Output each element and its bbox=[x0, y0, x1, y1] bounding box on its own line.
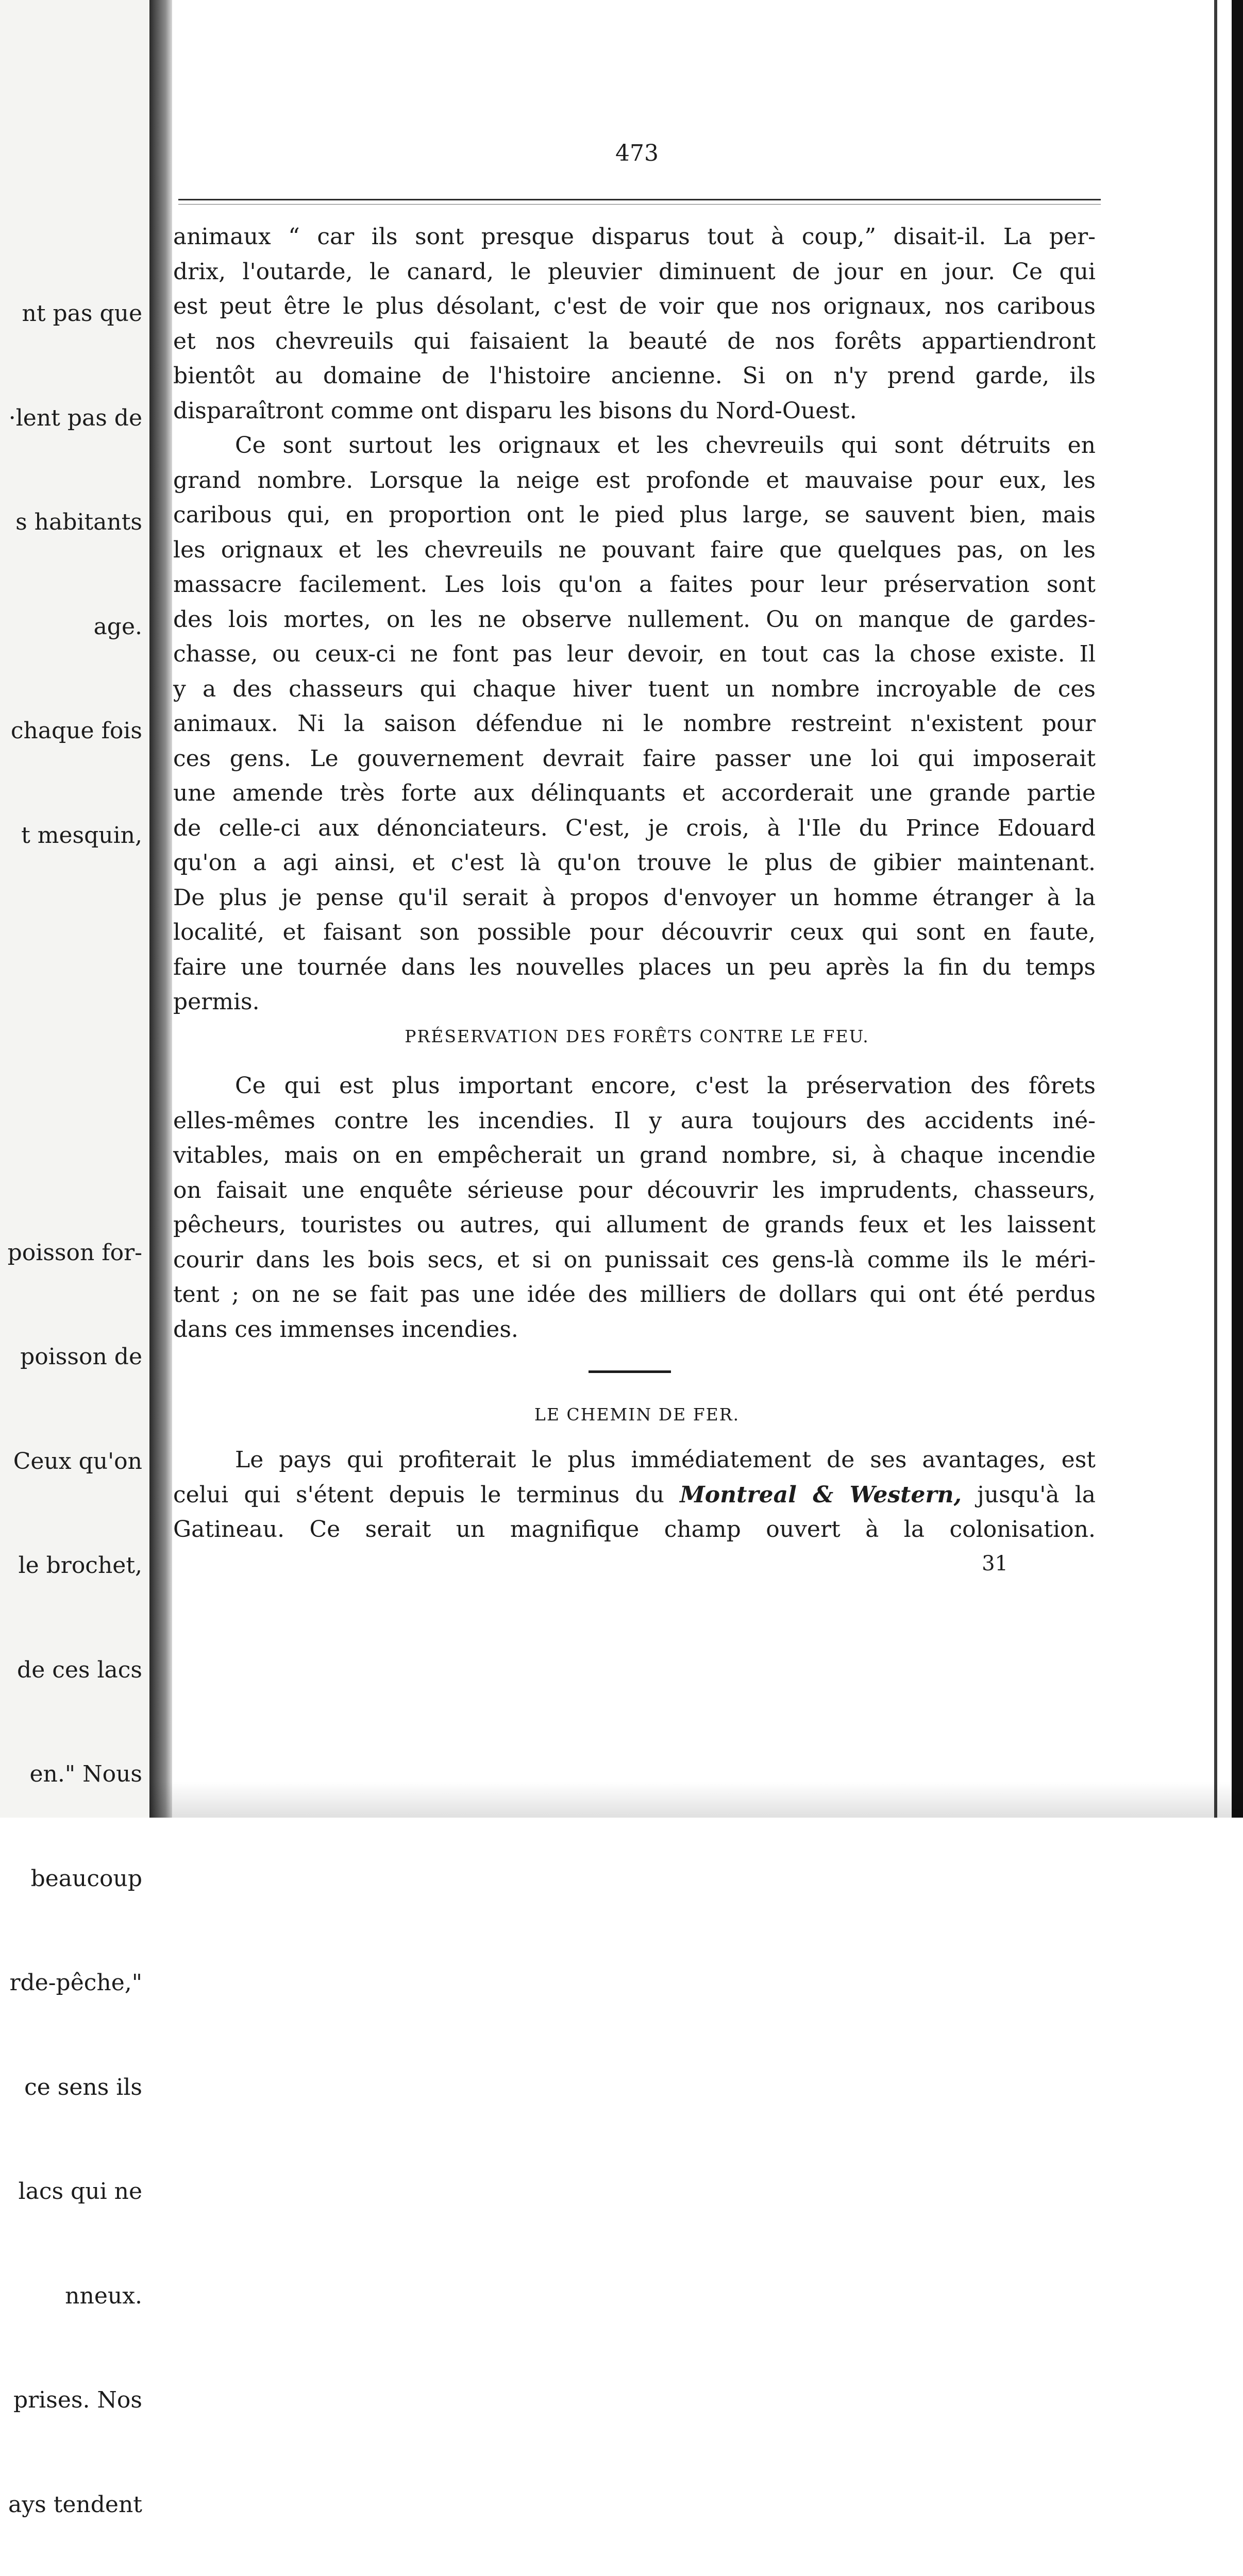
section-heading-railway: LE CHEMIN DE FER. bbox=[534, 1404, 740, 1425]
text-line: tent ; on ne se fait pas une idée des milliers de dollars qui ont été perdus bbox=[173, 1281, 1096, 1308]
fragment-line: ce sens ils bbox=[24, 2074, 142, 2100]
header-rule bbox=[178, 199, 1101, 200]
text-line: animaux “ car ils sont presque disparus tout à coup,” disait-il. La per- bbox=[173, 224, 1096, 250]
frame-edge-inner bbox=[1214, 0, 1217, 1818]
text-line: chasse, ou ceux-ci ne font pas leur devoir, en tout cas la chose existe. Il bbox=[173, 641, 1096, 667]
signature-mark: 31 bbox=[982, 1552, 1008, 1575]
facing-page-text-fragments bbox=[7, 227, 142, 2576]
section-separator bbox=[589, 1370, 671, 1373]
fragment-line bbox=[7, 922, 142, 957]
fragment-line: beaucoup bbox=[30, 1865, 142, 1892]
text-segment: jusqu'à la bbox=[977, 1481, 1096, 1508]
text-line: animaux. Ni la saison défendue ni le nombre restreint n'existent pour bbox=[173, 710, 1096, 737]
text-line: et nos chevreuils qui faisaient la beauté de nos forêts appartiendront bbox=[173, 328, 1096, 354]
fragment-line: t mesquin, bbox=[21, 822, 142, 849]
railway-name: Montreal & Western, bbox=[680, 1481, 962, 1508]
text-line: caribous qui, en proportion ont le pied plus large, se sauvent bien, mais bbox=[173, 502, 1096, 528]
text-line: de celle-ci aux dénonciateurs. C'est, je crois, à l'Ile du Prince Edouard bbox=[173, 815, 1096, 841]
fragment-line bbox=[7, 1027, 142, 1062]
fragment-line: s habitants bbox=[15, 509, 142, 535]
fragment-line: Ceux qu'on bbox=[13, 1448, 142, 1475]
text-line: disparaîtront comme ont disparu les bisons du Nord-Ouest. bbox=[173, 397, 857, 424]
fragment-line: rde-pêche," bbox=[9, 1970, 142, 1996]
section-heading-forests: PRÉSERVATION DES FORÊTS CONTRE LE FEU. bbox=[405, 1026, 869, 1046]
paragraph-3 bbox=[173, 1069, 1096, 1347]
fragment-line bbox=[7, 1131, 142, 1166]
fragment-line: chaque fois bbox=[10, 718, 142, 744]
text-line: courir dans les bois secs, et si on punissait ces gens-là comme ils le méri- bbox=[173, 1246, 1096, 1273]
fragment-line: poisson for- bbox=[7, 1239, 142, 1266]
text-line: est peut être le plus désolant, c'est de voir que nos orignaux, nos caribous bbox=[173, 293, 1096, 319]
text-line: pêcheurs, touristes ou autres, qui allument de grands feux et les laissent bbox=[173, 1212, 1096, 1238]
text-line: permis. bbox=[173, 989, 260, 1015]
text-line: localité, et faisant son possible pour découvrir ceux qui sont en faute, bbox=[173, 919, 1096, 945]
fragment-line: poisson de bbox=[20, 1344, 142, 1370]
text-line: grand nombre. Lorsque la neige est profonde et mauvaise pour eux, les bbox=[173, 467, 1096, 494]
fragment-line: nt pas que bbox=[22, 300, 142, 327]
frame-edge bbox=[1232, 0, 1243, 1818]
text-line: qu'on a agi ainsi, et c'est là qu'on trouve le plus de gibier maintenant. bbox=[173, 850, 1096, 876]
text-line: faire une tournée dans les nouvelles places un peu après la fin du temps bbox=[173, 954, 1096, 980]
text-line: on faisait une enquête sérieuse pour découvrir les imprudents, chasseurs, bbox=[173, 1177, 1096, 1204]
book-gutter bbox=[149, 0, 172, 1818]
fragment-line: de ces lacs bbox=[17, 1656, 142, 1683]
fragment-line: ·lent pas de bbox=[8, 404, 142, 431]
paragraph-1 bbox=[173, 219, 1096, 428]
text-line: Le pays qui profiterait le plus immédiatement de ses avantages, est bbox=[235, 1447, 1096, 1473]
text-line: drix, l'outarde, le canard, le pleuvier diminuent de jour en jour. Ce qui bbox=[173, 258, 1096, 285]
text-line: y a des chasseurs qui chaque hiver tuent un nombre incroyable de ces bbox=[173, 675, 1096, 702]
fragment-line: lacs qui ne bbox=[18, 2178, 142, 2205]
facing-page-margin bbox=[0, 0, 155, 2518]
fragment-line: ays tendent bbox=[8, 2491, 142, 2518]
text-line: les orignaux et les chevreuils ne pouvant faire que quelques pas, on les bbox=[173, 536, 1096, 563]
paragraph-4 bbox=[173, 1443, 1096, 1547]
fragment-line: en." Nous bbox=[29, 1761, 142, 1787]
text-line: des lois mortes, on les ne observe nullement. Ou on manque de gardes- bbox=[173, 606, 1096, 633]
text-line: bientôt au domaine de l'histoire ancienne. Si on n'y prend garde, ils bbox=[173, 363, 1096, 389]
page-number: 473 bbox=[615, 140, 659, 166]
fragment-line: prises. Nos bbox=[13, 2387, 142, 2413]
text-line: ces gens. Le gouvernement devrait faire passer une loi qui imposerait bbox=[173, 745, 1096, 772]
text-line: Ce qui est plus important encore, c'est la préservation des fôrets bbox=[235, 1073, 1096, 1099]
text-line: une amende très forte aux délinquants et accorderait une grande partie bbox=[173, 780, 1096, 806]
fragment-line: nneux. bbox=[65, 2282, 142, 2309]
text-line: De plus je pense qu'il serait à propos d'envoyer un homme étranger à la bbox=[173, 884, 1096, 911]
text-line: dans ces immenses incendies. bbox=[173, 1316, 518, 1343]
text-line: elles-mêmes contre les incendies. Il y aura toujours des accidents iné- bbox=[173, 1107, 1096, 1134]
text-line: massacre facilement. Les lois qu'on a faites pour leur préservation sont bbox=[173, 571, 1096, 598]
header-rule-thin bbox=[178, 204, 1101, 205]
text-segment: celui qui s'étent depuis le terminus du bbox=[173, 1481, 664, 1508]
text-line: Gatineau. Ce serait un magnifique champ ouvert à la colonisation. bbox=[173, 1516, 1096, 1543]
text-line: Ce sont surtout les orignaux et les chevreuils qui sont détruits en bbox=[235, 432, 1096, 459]
fragment-line: le brochet, bbox=[18, 1552, 142, 1579]
fragment-line: age. bbox=[93, 613, 142, 640]
text-line bbox=[173, 1478, 1096, 1513]
page-bottom-shadow bbox=[149, 1782, 1243, 1818]
paragraph-2 bbox=[173, 428, 1096, 1020]
page bbox=[173, 0, 1101, 1818]
text-line: vitables, mais on en empêcherait un grand nombre, si, à chaque incendie bbox=[173, 1142, 1096, 1168]
